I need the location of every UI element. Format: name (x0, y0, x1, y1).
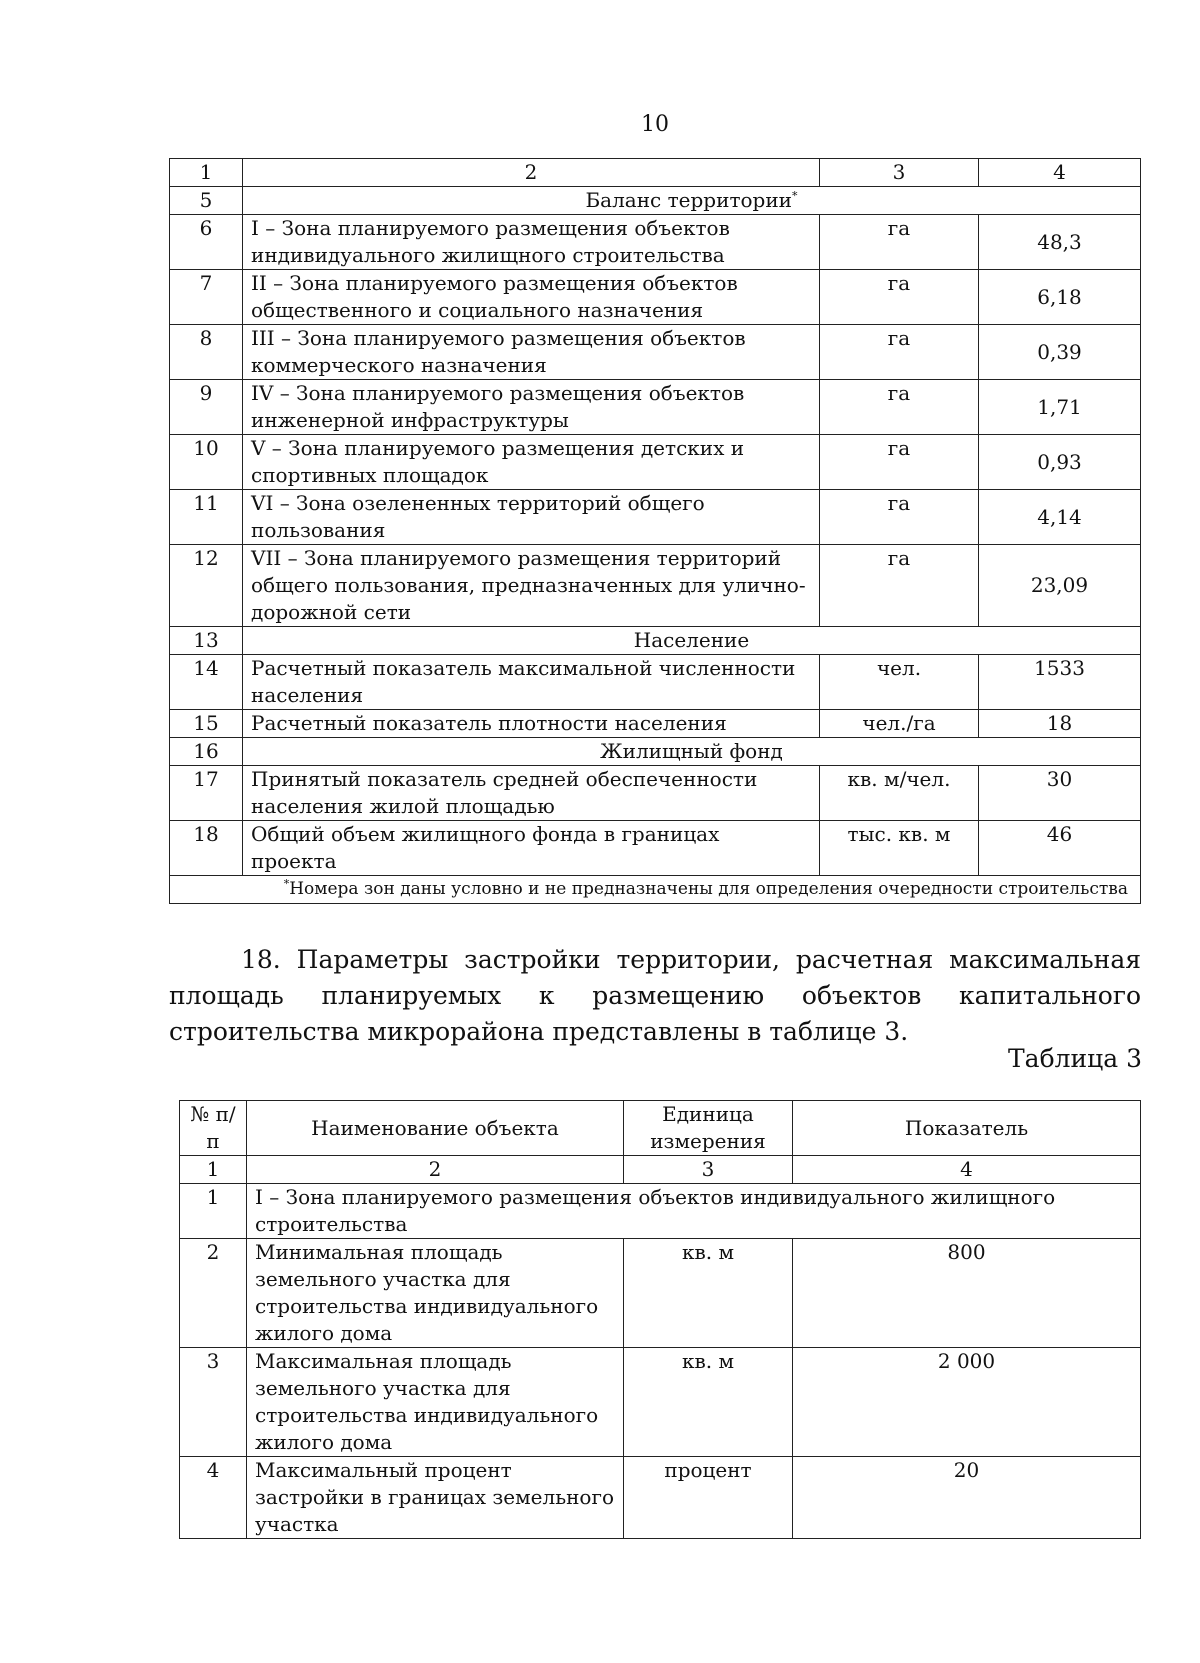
row-number: 9 (170, 380, 243, 435)
header-name: Наименование объекта (247, 1101, 624, 1156)
section-title-text: Баланс территории (585, 188, 793, 212)
row-unit: га (820, 215, 979, 270)
row-unit: га (820, 545, 979, 627)
row-unit: процент (624, 1457, 793, 1539)
zone-title: I – Зона планируемого размещения объектов индивидуального жилищного строительства (247, 1184, 1141, 1239)
row-value: 48,3 (979, 215, 1141, 270)
row-number: 3 (180, 1348, 247, 1457)
row-unit: чел./га (820, 710, 979, 738)
table-caption: Таблица 3 (1007, 1044, 1142, 1073)
table-header-row (170, 159, 1141, 187)
row-unit: кв. м/чел. (820, 766, 979, 821)
table-header-row (180, 1101, 1141, 1156)
column-number: 1 (170, 159, 243, 187)
table-row (180, 1457, 1141, 1539)
row-value: 18 (979, 710, 1141, 738)
row-name: Максимальный процент застройки в границах земельного участка (247, 1457, 624, 1539)
footnote-row (170, 876, 1141, 904)
paragraph: 18. Параметры застройки территории, расчетная максимальная площадь планируемых к размещению объектов капитального строительства микрорайона представлены в таблице 3. (169, 945, 1141, 1046)
row-value: 4,14 (979, 490, 1141, 545)
zone-row (180, 1184, 1141, 1239)
table-row (180, 1239, 1141, 1348)
row-value: 1,71 (979, 380, 1141, 435)
row-name: Расчетный показатель максимальной численности населения (243, 655, 820, 710)
column-number: 2 (247, 1156, 624, 1184)
table-row (180, 1348, 1141, 1457)
row-unit: тыс. кв. м (820, 821, 979, 876)
row-value: 1533 (979, 655, 1141, 710)
row-value: 800 (793, 1239, 1141, 1348)
row-unit: га (820, 270, 979, 325)
table-row (170, 766, 1141, 821)
column-number: 4 (793, 1156, 1141, 1184)
row-unit: га (820, 435, 979, 490)
row-value: 6,18 (979, 270, 1141, 325)
section-row (170, 738, 1141, 766)
row-number: 11 (170, 490, 243, 545)
row-number: 18 (170, 821, 243, 876)
page-number: 10 (641, 112, 669, 137)
row-number: 17 (170, 766, 243, 821)
row-value: 23,09 (979, 545, 1141, 627)
row-unit: га (820, 380, 979, 435)
row-name: Максимальная площадь земельного участка для строительства индивидуального жилого дома (247, 1348, 624, 1457)
row-number: 13 (170, 627, 243, 655)
row-name: II – Зона планируемого размещения объектов общественного и социального назначения (243, 270, 820, 325)
row-name: IV – Зона планируемого размещения объектов инженерной инфраструктуры (243, 380, 820, 435)
column-number: 2 (243, 159, 820, 187)
row-unit: чел. (820, 655, 979, 710)
table-row (170, 655, 1141, 710)
row-number: 5 (170, 187, 243, 215)
table-row (170, 325, 1141, 380)
footnote-mark: * (792, 189, 798, 203)
section-title: Жилищный фонд (243, 738, 1141, 766)
row-number: 15 (170, 710, 243, 738)
column-numbers-row (180, 1156, 1141, 1184)
table-row (170, 270, 1141, 325)
row-number: 10 (170, 435, 243, 490)
territory-balance-table (169, 158, 1141, 904)
row-unit: га (820, 325, 979, 380)
building-parameters-table (179, 1100, 1141, 1539)
row-name: Минимальная площадь земельного участка для строительства индивидуального жилого дома (247, 1239, 624, 1348)
row-number: 1 (180, 1184, 247, 1239)
table-row (170, 490, 1141, 545)
footnote-text: Номера зон даны условно и не предназначены для определения очередности строительства (289, 879, 1128, 899)
footnote-mark: * (283, 877, 290, 891)
row-value: 0,93 (979, 435, 1141, 490)
section-title (243, 187, 1141, 215)
header-unit: Единица измерения (624, 1101, 793, 1156)
row-value: 0,39 (979, 325, 1141, 380)
row-name: Расчетный показатель плотности населения (243, 710, 820, 738)
row-value: 30 (979, 766, 1141, 821)
row-value: 20 (793, 1457, 1141, 1539)
row-name: Принятый показатель средней обеспеченности населения жилой площадью (243, 766, 820, 821)
row-unit: га (820, 490, 979, 545)
row-name: III – Зона планируемого размещения объектов коммерческого назначения (243, 325, 820, 380)
row-name: VI – Зона озелененных территорий общего пользования (243, 490, 820, 545)
table-row (170, 821, 1141, 876)
row-value: 46 (979, 821, 1141, 876)
header-number: № п/п (180, 1101, 247, 1156)
row-number: 4 (180, 1457, 247, 1539)
column-number: 4 (979, 159, 1141, 187)
row-unit: кв. м (624, 1348, 793, 1457)
footnote (170, 876, 1141, 904)
row-number: 8 (170, 325, 243, 380)
row-name: I – Зона планируемого размещения объектов индивидуального жилищного строительства (243, 215, 820, 270)
column-number: 3 (624, 1156, 793, 1184)
column-number: 3 (820, 159, 979, 187)
row-name: Общий объем жилищного фонда в границах проекта (243, 821, 820, 876)
column-number: 1 (180, 1156, 247, 1184)
table-row (170, 435, 1141, 490)
row-number: 2 (180, 1239, 247, 1348)
row-name: VII – Зона планируемого размещения территорий общего пользования, предназначенных для улично-дорожной сети (243, 545, 820, 627)
section-row (170, 627, 1141, 655)
row-name: V – Зона планируемого размещения детских и спортивных площадок (243, 435, 820, 490)
row-number: 7 (170, 270, 243, 325)
header-value: Показатель (793, 1101, 1141, 1156)
row-value: 2 000 (793, 1348, 1141, 1457)
row-number: 12 (170, 545, 243, 627)
section-row (170, 187, 1141, 215)
table-row (170, 545, 1141, 627)
table-row (170, 380, 1141, 435)
row-number: 16 (170, 738, 243, 766)
row-unit: кв. м (624, 1239, 793, 1348)
table-row (170, 215, 1141, 270)
row-number: 14 (170, 655, 243, 710)
table-row (170, 710, 1141, 738)
section-title: Население (243, 627, 1141, 655)
row-number: 6 (170, 215, 243, 270)
